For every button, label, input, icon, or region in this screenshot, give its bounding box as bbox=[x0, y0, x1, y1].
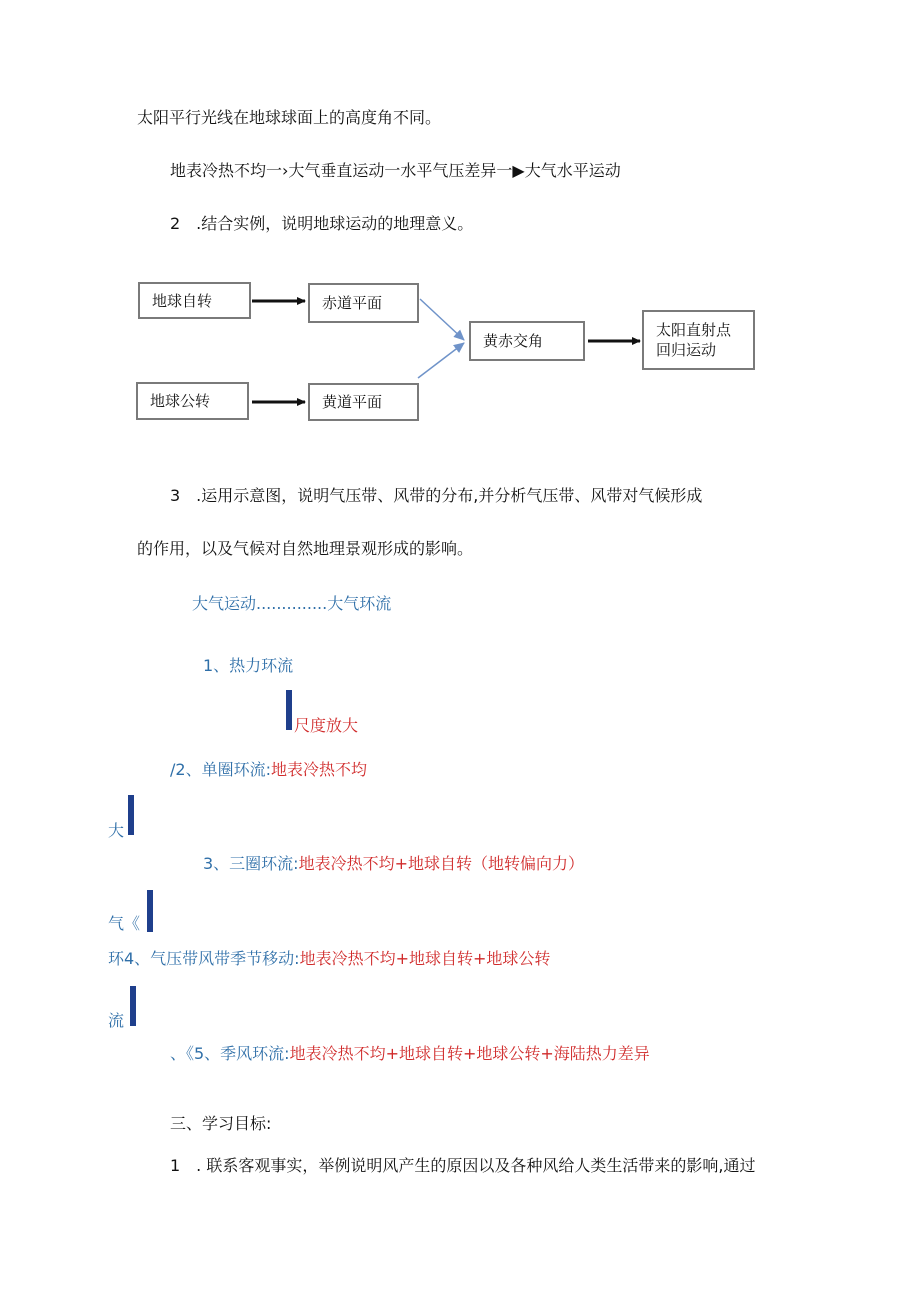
box-subsolar-migration-line2: 回归运动 bbox=[656, 341, 717, 359]
outline-item-monsoon-value: 地表冷热不均+地球自转+地球公转+海陆热力差异 bbox=[289, 1044, 650, 1063]
paragraph-atmosphere-chain: 地表冷热不均一›大气垂直运动一水平气压差异一▶大气水平运动 bbox=[170, 161, 621, 180]
outline-item-seasonal-shift-value: 地表冷热不均+地球自转+地球公转 bbox=[299, 949, 551, 968]
box-earth-rotation bbox=[138, 282, 251, 319]
outline-item-monsoon bbox=[170, 1043, 650, 1065]
box-obliquity-label: 黄赤交角 bbox=[483, 332, 544, 350]
outline-item-three-cell-label: 3、三圈环流: bbox=[203, 854, 299, 873]
side-bar-1 bbox=[128, 795, 134, 835]
paragraph-question-2: 2 .结合实例，说明地球运动的地理意义。 bbox=[170, 214, 474, 233]
arrow-ecliptic-to-obliquity bbox=[418, 343, 464, 378]
outline-item-single-cell-value: 地表冷热不均 bbox=[270, 760, 367, 779]
box-ecliptic-plane-label: 黄道平面 bbox=[322, 393, 383, 411]
goals-item-1: 1 . 联系客观事实，举例说明风产生的原因以及各种风给人类生活带来的影响,通过 bbox=[170, 1156, 756, 1175]
box-equatorial-plane bbox=[308, 283, 419, 323]
side-bar-3 bbox=[130, 986, 136, 1026]
paragraph-sun-angle: 太阳平行光线在地球球面上的高度角不同。 bbox=[137, 108, 442, 127]
box-earth-revolution bbox=[136, 382, 249, 420]
paragraph-question-3-line1: 3 .运用示意图，说明气压带、风带的分布,并分析气压带、风带对气候形成 bbox=[170, 486, 703, 505]
outline-side-char-2: 气《 bbox=[108, 914, 141, 933]
outline-item-seasonal-shift-label: 环4、气压带风带季节移动: bbox=[108, 949, 300, 968]
outline-item-single-cell bbox=[170, 759, 367, 781]
outline-side-char-1: 大 bbox=[108, 821, 125, 840]
paragraph-question-3-line2: 的作用，以及气候对自然地理景观形成的影响。 bbox=[137, 539, 474, 558]
side-bar-2 bbox=[147, 890, 153, 932]
box-ecliptic-plane bbox=[308, 383, 419, 421]
box-subsolar-migration-line1: 太阳直射点 bbox=[656, 321, 732, 339]
goals-heading: 三、学习目标: bbox=[170, 1114, 272, 1133]
outline-heading: 大气运动..............大气环流 bbox=[192, 594, 392, 613]
box-earth-revolution-label: 地球公转 bbox=[150, 392, 211, 410]
outline-item-three-cell bbox=[203, 853, 584, 875]
outline-item-thermal-circulation: 1、热力环流 bbox=[203, 656, 294, 675]
box-equatorial-plane-label: 赤道平面 bbox=[322, 294, 383, 312]
box-earth-rotation-label: 地球自转 bbox=[152, 291, 213, 310]
outline-item-three-cell-value: 地表冷热不均+地球自转（地转偏向力） bbox=[298, 854, 584, 873]
outline-scale-up: 尺度放大 bbox=[294, 716, 359, 735]
outline-side-char-3: 流 bbox=[108, 1011, 125, 1030]
box-subsolar-migration bbox=[642, 310, 755, 370]
outline-item-single-cell-label: /2、单圈环流: bbox=[170, 760, 271, 779]
box-obliquity bbox=[469, 321, 585, 361]
outline-item-seasonal-shift bbox=[108, 948, 550, 970]
scale-bar bbox=[286, 690, 292, 730]
arrow-equator-to-obliquity bbox=[420, 299, 464, 340]
outline-item-monsoon-label: 、《5、季风环流: bbox=[170, 1044, 290, 1063]
